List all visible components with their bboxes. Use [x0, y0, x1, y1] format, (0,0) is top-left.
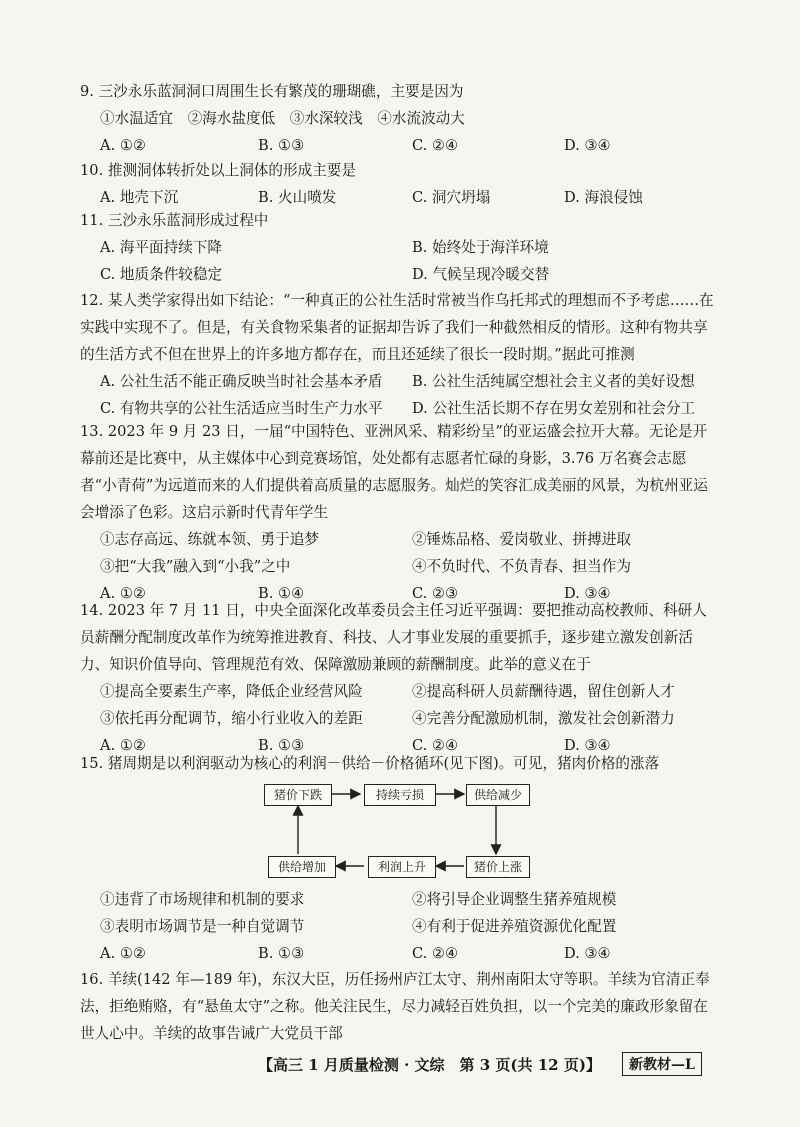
option-a[interactable]: A. 公社生活不能正确反映当时社会基本矛盾 [100, 373, 383, 390]
question-11 [80, 207, 720, 288]
question-14 [80, 597, 720, 759]
question-15 [80, 750, 720, 777]
question-10 [80, 157, 720, 211]
box-supply-increase: 供给增加 [268, 856, 336, 878]
statement-items: ①水温适宜 ②海水盐度低 ③水深较浅 ④水流波动大 [100, 110, 465, 127]
option-d[interactable]: D. 公社生活长期不存在男女差别和社会分工 [412, 400, 696, 417]
option-b[interactable]: B. 火山喷发 [258, 189, 337, 206]
question-stem: 10. 推测洞体转折处以上洞体的形成主要是 [80, 162, 356, 179]
box-price-rise: 猪价上涨 [466, 856, 530, 878]
question-stem: 15. 猪周期是以利润驱动为核心的利润－供给－价格循环(见下图)。可见，猪肉价格的涨落 [80, 755, 660, 772]
statement-1: ①志存高远、练就本领、勇于追梦 [100, 531, 319, 548]
box-continuous-loss: 持续亏损 [364, 784, 436, 806]
box-profit-rise: 利润上升 [368, 856, 436, 878]
option-c[interactable]: C. ②④ [412, 137, 459, 154]
statement-4: ④完善分配激励机制，激发社会创新潜力 [412, 710, 675, 727]
question-13 [80, 418, 720, 607]
statement-3: ③把“大我”融入到“小我”之中 [100, 558, 291, 575]
option-a[interactable]: A. 地壳下沉 [100, 189, 179, 206]
page-footer [0, 1050, 800, 1080]
option-d[interactable]: D. ③④ [564, 137, 611, 154]
statement-3: ③表明市场调节是一种自觉调节 [100, 918, 305, 935]
option-c[interactable]: C. 有物共享的公社生活适应当时生产力水平 [100, 400, 383, 417]
statement-3: ③依托再分配调节，缩小行业收入的差距 [100, 710, 363, 727]
question-16 [80, 966, 720, 1047]
option-b[interactable]: B. ①④ [258, 585, 305, 602]
option-a[interactable]: A. 海平面持续下降 [100, 239, 222, 256]
option-c[interactable]: C. ②④ [412, 945, 459, 962]
option-b[interactable]: B. ①③ [258, 137, 305, 154]
option-c[interactable]: C. 洞穴坍塌 [412, 189, 491, 206]
option-b[interactable]: B. 公社生活纯属空想社会主义者的美好设想 [412, 373, 695, 390]
statement-1: ①违背了市场规律和机制的要求 [100, 891, 305, 908]
statement-1: ①提高全要素生产率，降低企业经营风险 [100, 683, 363, 700]
box-supply-decrease: 供给减少 [466, 784, 530, 806]
question-15-choices [80, 886, 720, 967]
question-stem: 14. 2023 年 7 月 11 日，中央全面深化改革委员会主任习近平强调：要把推动高校教师、科研人员薪酬分配制度改革作为统筹推进教育、科技、人才事业发展的重要抓手，逐步建立激发创新活力、知识价值导向、管理规范有效、保障激励兼顾的薪酬制度。此举的意义在于 [80, 602, 707, 673]
option-a[interactable]: A. ①② [100, 585, 146, 602]
question-stem: 11. 三沙永乐蓝洞形成过程中 [80, 212, 269, 229]
question-stem: 12. 某人类学家得出如下结论：“一种真正的公社生活时常被当作乌托邦式的理想而不予考虑……在实践中实现不了。但是，有关食物采集者的证据却告诉了我们一种截然相反的情形。这种有物共享的生活方式不但在世界上的许多地方都存在，而且还延续了很长一段时期。”据此可推测 [80, 292, 714, 363]
option-c[interactable]: C. ②④ [412, 737, 459, 754]
statement-2: ②将引导企业调整生猪养殖规模 [412, 891, 617, 908]
option-a[interactable]: A. ①② [100, 945, 146, 962]
question-stem: 9. 三沙永乐蓝洞洞口周围生长有繁茂的珊瑚礁，主要是因为 [80, 83, 464, 100]
statement-4: ④不负时代、不负青春、担当作为 [412, 558, 631, 575]
question-12 [80, 287, 720, 422]
option-c[interactable]: C. 地质条件较稳定 [100, 266, 223, 283]
option-a[interactable]: A. ①② [100, 737, 146, 754]
footer-exam-info: 【高三 1 月质量检测 · 文综 第 3 页(共 12 页)】 [258, 1056, 601, 1074]
option-b[interactable]: B. ①③ [258, 945, 305, 962]
option-b[interactable]: B. 始终处于海洋环境 [412, 239, 549, 256]
statement-4: ④有利于促进养殖资源优化配置 [412, 918, 617, 935]
statement-2: ②锤炼品格、爱岗敬业、拼搏进取 [412, 531, 631, 548]
footer-edition-badge: 新教材—L [622, 1052, 702, 1076]
option-d[interactable]: D. ③④ [564, 585, 611, 602]
pig-cycle-diagram [260, 782, 540, 882]
option-a[interactable]: A. ①② [100, 137, 146, 154]
option-d[interactable]: D. ③④ [564, 737, 611, 754]
statement-2: ②提高科研人员薪酬待遇，留住创新人才 [412, 683, 675, 700]
option-d[interactable]: D. 海浪侵蚀 [564, 189, 643, 206]
question-9 [80, 78, 720, 159]
option-c[interactable]: C. ②③ [412, 585, 459, 602]
box-price-fall: 猪价下跌 [264, 784, 332, 806]
option-d[interactable]: D. 气候呈现冷暖交替 [412, 266, 550, 283]
question-stem: 13. 2023 年 9 月 23 日，一届“中国特色、亚洲风采、精彩纷呈”的亚运盛会拉开大幕。无论是开幕前还是比赛中，从主媒体中心到竞赛场馆，处处都有志愿者忙碌的身影，3.76 万名赛会志愿者“小青荷”为远道而来的人们提供着高质量的志愿服务。灿烂的笑容汇成美丽的风景，为杭州亚运会增添了色彩。这启示新时代青年学生 [80, 423, 708, 521]
question-stem: 16. 羊续(142 年—189 年)，东汉大臣，历任扬州庐江太守、荆州南阳太守等职。羊续为官清正奉法，拒绝贿赂，有“悬鱼太守”之称。他关注民生，尽力减轻百姓负担，以一个完美的廉政形象留在世人心中。羊续的故事告诫广大党员干部 [80, 971, 710, 1042]
option-b[interactable]: B. ①③ [258, 737, 305, 754]
option-d[interactable]: D. ③④ [564, 945, 611, 962]
